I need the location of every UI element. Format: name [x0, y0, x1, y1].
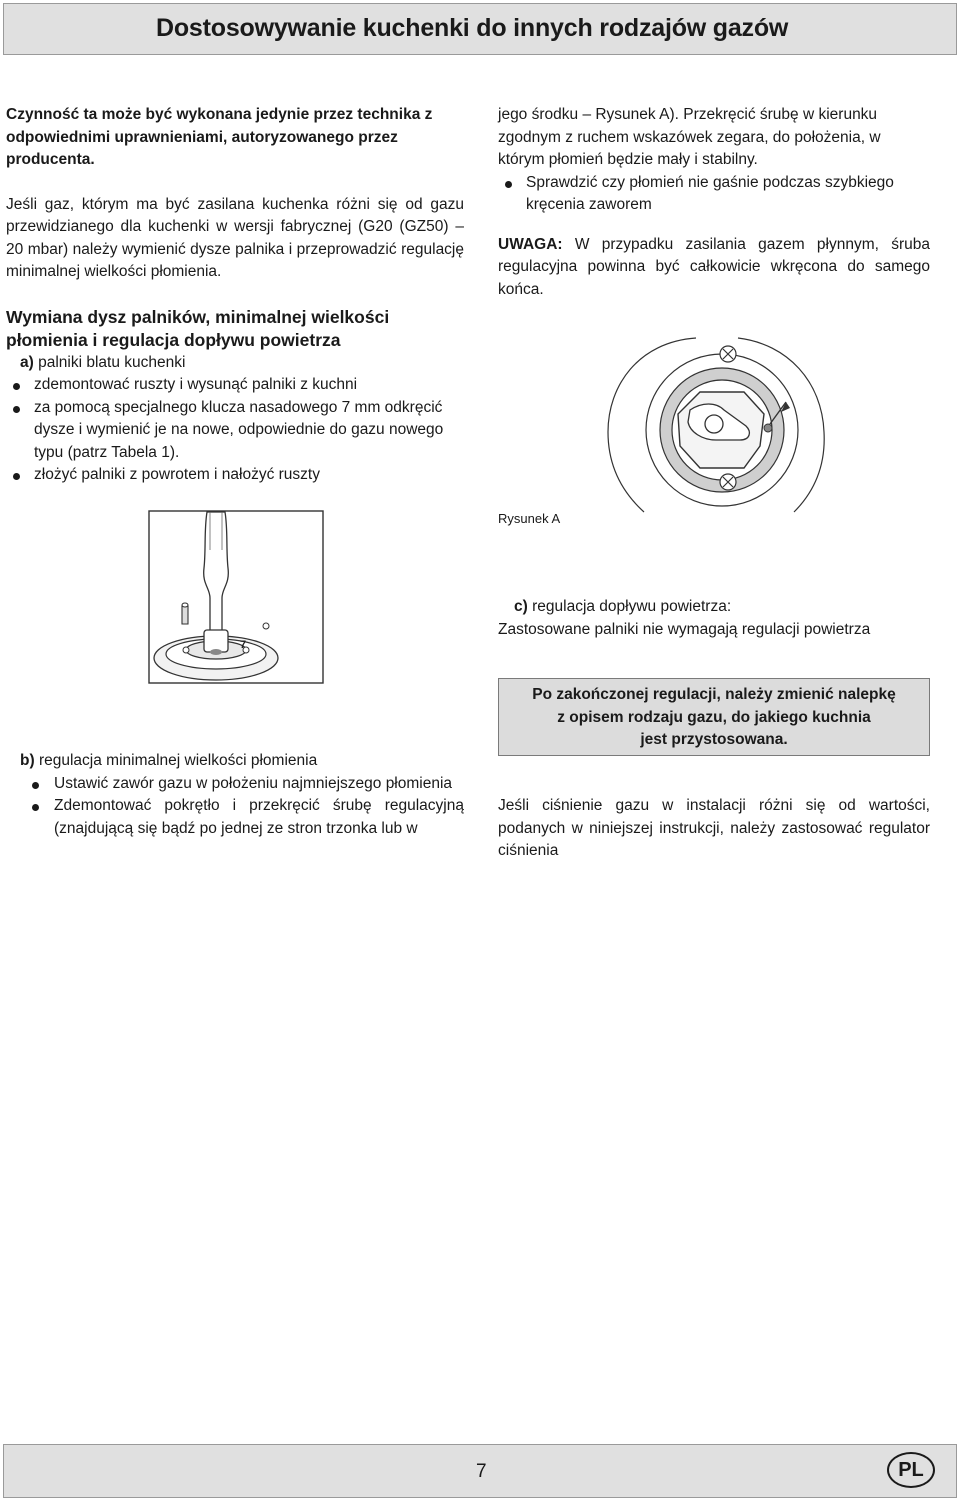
- gas-label-notice: [498, 678, 930, 756]
- warning-text: W przypadku zasilania gazem płynnym, śruba regulacyjna powinna być całkowicie wkręcona do samego końca.: [498, 235, 930, 298]
- subsection-c-body: Zastosowane palniki nie wymagają regulacji powietrza: [498, 620, 871, 638]
- figure-a-caption: Rysunek A: [498, 511, 561, 526]
- pressure-note: Jeśli ciśnienie gazu w instalacji różni się od wartości, podanych w niniejszej instrukcji, należy zastosować regulator ciśnienia: [498, 797, 930, 859]
- subsection-c-text: regulacja dopływu powietrza:: [527, 598, 732, 615]
- subsection-c-title: [498, 596, 930, 619]
- subsection-b-text: regulacja minimalnej wielkości płomienia: [34, 752, 318, 769]
- subsection-c: [498, 596, 930, 641]
- list-item: za pomocą specjalnego klucza nasadowego 7 mm odkręcić dysze i wymienić je na nowe, odpowiednie do gazu nowego typu (patrz Tabela 1).: [6, 397, 464, 465]
- burner-nozzle-illustration: [148, 510, 324, 684]
- continuation-paragraph: jego środku – Rysunek A). Przekręcić śrubę w kierunku zgodnym z ruchem wskazówek zegara, do położenia, w którym płomień będzie mały i stabilny.: [498, 106, 881, 168]
- subsection-b-title: [6, 750, 464, 773]
- subsection-a-title: [6, 352, 464, 375]
- warning-paragraph: [498, 234, 930, 302]
- figure-a: [598, 336, 838, 514]
- page-number: 7: [476, 1461, 487, 1482]
- list-item: Zdemontować pokrętło i przekręcić śrubę regulacyjną (znajdującą się bądź po jednej ze stron trzonka lub w: [6, 795, 464, 840]
- page-title: Dostosowywanie kuchenki do innych rodzajów gazów: [156, 14, 789, 42]
- adjustment-screw-illustration: [598, 336, 838, 514]
- notice-line: z opisem rodzaju gazu, do jakiego kuchnia: [557, 708, 871, 726]
- warning-label: UWAGA:: [498, 235, 563, 253]
- notice-line: jest przystosowana.: [640, 731, 788, 748]
- list-item: Sprawdzić czy płomień nie gaśnie podczas szybkiego kręcenia zaworem: [498, 172, 930, 217]
- subsection-a-label: a): [20, 353, 34, 371]
- list-item: Ustawić zawór gazu w położeniu najmniejszego płomienia: [6, 773, 464, 796]
- list-item: złożyć palniki z powrotem i nałożyć ruszty: [6, 464, 464, 487]
- section-heading: Wymiana dysz palników, minimalnej wielkości płomienia i regulacja dopływu powietrza: [6, 306, 390, 350]
- list-item: zdemontować ruszty i wysunąć palniki z kuchni: [6, 374, 464, 397]
- check-list: [498, 172, 930, 217]
- wrench-size-label: 7: [240, 639, 247, 651]
- language-badge: PL: [887, 1452, 935, 1488]
- subsection-b: [6, 750, 464, 840]
- page-footer: [3, 1444, 957, 1498]
- page-header: [3, 3, 957, 55]
- burner-nozzle-figure: [148, 510, 324, 684]
- subsection-a-list: [6, 374, 464, 487]
- right-column: [498, 104, 930, 301]
- notice-line: Po zakończonej regulacji, należy zmienić nalepkę: [532, 686, 896, 703]
- subsection-c-label: c): [514, 598, 528, 615]
- intro-warning: Czynność ta może być wykonana jedynie przez technika z odpowiednimi uprawnieniami, autoryzowanego przez producenta.: [6, 106, 433, 168]
- subsection-b-list: [6, 773, 464, 841]
- subsection-b-label: b): [20, 752, 35, 769]
- left-column: [6, 104, 464, 487]
- intro-paragraph: Jeśli gaz, którym ma być zasilana kuchenka różni się od gazu przewidzianego dla kuchenki w wersji fabrycznej (G20 (GZ50) – 20 mbar) należy wymienić dysze palnika i przeprowadzić regulację minimalnej wielkości płomienia.: [6, 195, 464, 280]
- subsection-a-text: palniki blatu kuchenki: [33, 353, 186, 371]
